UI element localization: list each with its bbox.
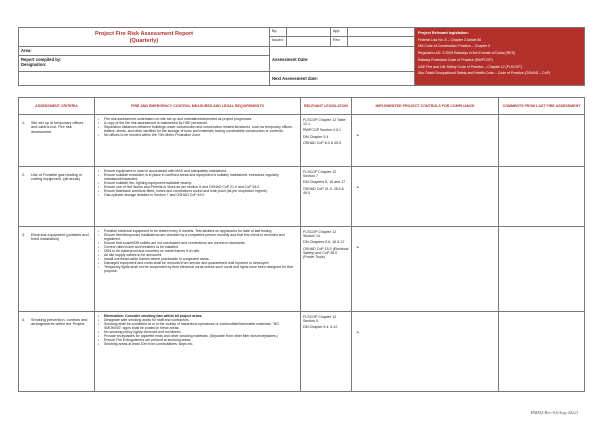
row-number: 4. bbox=[22, 318, 26, 322]
measure-item: ▪ Ensure that socket/DB outlets are not overloaded and connections are correct to standards. bbox=[98, 241, 297, 245]
table-row bbox=[19, 167, 585, 227]
legislation-ref: DM Chapters 5, 16 and 17 bbox=[303, 180, 346, 185]
measure-item: ▪ Ensure flashback arrestors fitted, hoses and connections sound and leak proof (as per inspection regime). bbox=[98, 189, 297, 193]
comments-cell[interactable] bbox=[499, 167, 585, 227]
row-number: 3. bbox=[22, 233, 26, 237]
measure-item: ▪ Fire risk assessment undertaken on site set up and maintained/amended as project progresses. bbox=[98, 117, 297, 121]
legislation-item: Federal Law No. 8 – Chapter 3 Article 80 bbox=[418, 37, 482, 42]
criteria-cell bbox=[19, 312, 95, 392]
measure-item: ▪ Ensure Fire Extinguishers are present at smoking areas. bbox=[98, 338, 297, 342]
comments-cell[interactable] bbox=[499, 312, 585, 392]
legislation-panel bbox=[415, 28, 585, 86]
comments-cell[interactable] bbox=[499, 115, 585, 167]
rev-value[interactable] bbox=[348, 37, 415, 47]
measure-item: ▪ Elimination: Consider smoking ban within all project areas. bbox=[98, 314, 297, 318]
measure-item: ▪ No smoking policy rigidly enforced and monitored. bbox=[98, 330, 297, 334]
by-value[interactable] bbox=[287, 28, 331, 37]
legislation-ref: OSHAD CoP 8.0 & 45.0 bbox=[303, 140, 342, 145]
measure-item: ▪ No offices to be erected within the 70m Metro Protection Zone. bbox=[98, 133, 297, 137]
legislation-ref: RWPCOP Section 4.5.1 bbox=[303, 128, 342, 133]
table-row bbox=[19, 227, 585, 312]
document-reference-footer: HMSQ-Rev-01(Aug-2022) bbox=[530, 410, 578, 415]
legislation-ref: OSHAD CoP 21.0, 28.0 & 49.0 bbox=[303, 186, 345, 195]
rev-label: Rev: bbox=[331, 37, 348, 47]
measure-item: ▪ Ensure suitable extraction is in place in confined areas and equipment is suitably maintained, extractors regularly maintained/inspected. bbox=[98, 173, 297, 181]
measure-item: ▪ Temporary lights shall not be suspended by their electrical cords unless such cords and lights have been designed for that purpose. bbox=[98, 265, 297, 273]
col-header-comments: COMMENTS FROM LAST FIRE ASSESSMENT bbox=[499, 98, 585, 115]
measure-item: ▪ Install overhead cable frames where practicable in congested areas. bbox=[98, 257, 297, 261]
col-header-criteria: ASSESSMENT CRITERIA bbox=[19, 98, 95, 115]
col-header-implemented: IMPLEMENTED PROJECT CONTROLS FOR COMPLIANCE bbox=[352, 98, 499, 115]
legislation-title: Project Relevant legislation: bbox=[418, 31, 469, 35]
measure-item: ▪ Smoking shall be prohibited at or in the vicinity of hazardous operations or combustible/flammable materials. "NO SMOKING" signs shall be posted in these areas. bbox=[98, 322, 297, 330]
legislation-ref: DM Chapters 5.6, 16 & 17 bbox=[303, 240, 345, 245]
measure-item: ▪ All site supply cables to be armoured. bbox=[98, 253, 297, 257]
designation-label: Designation: bbox=[21, 62, 47, 67]
measure-item: ▪ DB's to be waterproof and mounted on metal frames if on site. bbox=[98, 249, 297, 253]
legislation-ref: FLSCOP Chapter 12 Section 5 bbox=[303, 315, 337, 324]
legislation-item: Railway Protection Code of Practice (RWPCOP) bbox=[418, 57, 493, 62]
measure-item: ▪ A copy of the fire risk assessment is maintained by HSE personnel. bbox=[98, 121, 297, 125]
assessment-date-label: Assessment Date: bbox=[270, 47, 415, 72]
measures-cell bbox=[95, 227, 301, 312]
table-row bbox=[19, 312, 585, 392]
report-header-table bbox=[18, 27, 585, 86]
report-title bbox=[19, 28, 270, 47]
legislation-ref: FLSCOP Chapter 12 Table 12.1 bbox=[303, 118, 346, 127]
compiled-designation-cell bbox=[19, 56, 270, 72]
measure-item: ▪ Correct rated fuses and breakers to be installed. bbox=[98, 245, 297, 249]
legislation-cell bbox=[301, 167, 352, 227]
legislation-ref: FLSCOP Chapter 12 Section 7 bbox=[303, 170, 337, 179]
report-title-line2: (Quarterly) bbox=[129, 38, 159, 44]
legislation-ref: OSHAD CoP 15.0 (Electrical Safety) and CoP 35.0 (Power Tools) bbox=[303, 246, 349, 260]
criteria-text: Use of Portable gas heating or cutting equipment. (all areas) bbox=[31, 173, 83, 182]
implemented-controls-cell[interactable]: • bbox=[352, 312, 499, 392]
comments-cell[interactable] bbox=[499, 227, 585, 312]
implemented-controls-cell[interactable]: • bbox=[352, 227, 499, 312]
issued-label: Issued: bbox=[270, 37, 287, 47]
next-assessment-date-label: Next Assessment date: bbox=[270, 72, 415, 86]
row-number: 2. bbox=[22, 173, 26, 177]
area-label: Area: bbox=[19, 47, 270, 56]
measure-item: ▪ Provide receptacles for cigarette ends and other smoking materials. (Separate from other litter bins/receptacles.) bbox=[98, 334, 297, 338]
legislation-item: UAE Fire and Life Safety Code of Practice – Chapter 12 (FLSCOP) bbox=[418, 64, 522, 69]
criteria-text: Smoking prevention, controls and arrangements within the Project bbox=[31, 318, 88, 327]
measure-item: ▪ Ensure equipment is used in accordance with MAS and adequately maintained. bbox=[98, 169, 297, 173]
measures-cell bbox=[95, 115, 301, 167]
legislation-ref: FLSCOP Chapter 12 Section 14 bbox=[303, 230, 337, 239]
measure-item: ▪ Separation distances between buildings under construction and construction related structures, such as temporary offices, trailers, sheds, and other facilities for the storage of tools and materials having combustible construction or contents. bbox=[98, 125, 297, 133]
col-header-measures: FIRE AND EMERGENCY CONTROL MEASURES AND LEGAL REQUIREMENTS bbox=[95, 98, 301, 115]
legislation-ref: DM Chapter 5.4, 5.12 bbox=[303, 325, 338, 330]
blank-cell bbox=[19, 72, 270, 86]
measure-item: ▪ Ensure fixed/temporary installations are checked by a competent person monthly and that this check is recorded and registered. bbox=[98, 233, 297, 241]
issued-value[interactable] bbox=[287, 37, 331, 47]
legislation-ref: DM Chapter 5.4 bbox=[303, 134, 329, 139]
measure-item: ▪ Damaged equipment and cords shall be removed from service and quarantined until repaired or destroyed. bbox=[98, 261, 297, 265]
legislation-item: DM Code of Construction Practice – Chapter 5 bbox=[418, 44, 491, 49]
criteria-cell bbox=[19, 227, 95, 312]
report-title-line1: Project Fire Risk Assessment Report bbox=[94, 31, 194, 37]
measure-item: ▪ Ensure use of Hot Works and Permits to Work as per section 5 and OSHAD CoP 21.0 and CoP 28.0. bbox=[98, 185, 297, 189]
measure-item: ▪ Portable electrical equipment to be tested every 6 months. Test stickers on appliances for date of last testing. bbox=[98, 229, 297, 233]
criteria-text: Site set up of temporary offices and cabins incl. Fire risk assessment bbox=[31, 121, 84, 134]
criteria-text: Electrical equipment (portable and fixed installation) bbox=[31, 233, 89, 242]
row-number: 1. bbox=[22, 121, 26, 125]
measure-item: ▪ Designate safe smoking areas for staff and contractors. bbox=[98, 318, 297, 322]
legislation-cell bbox=[301, 115, 352, 167]
measure-item: ▪ Ensure suitable fire- fighting equipment available nearby. bbox=[98, 181, 297, 185]
by-label: By: bbox=[270, 28, 287, 37]
app-label: App: bbox=[331, 28, 348, 37]
report-compiled-label: Report compiled by: bbox=[21, 57, 62, 62]
col-header-legislation: RELEVANT LEGISLATION bbox=[301, 98, 352, 115]
measures-cell bbox=[95, 167, 301, 227]
criteria-cell bbox=[19, 167, 95, 227]
implemented-controls-cell[interactable]: • bbox=[352, 167, 499, 227]
column-header-row bbox=[19, 98, 585, 115]
measure-item: ▪ Smoking areas at least 10m from combustibles, skips etc. bbox=[98, 342, 297, 346]
measures-cell bbox=[95, 312, 301, 392]
table-row bbox=[19, 115, 585, 167]
implemented-controls-cell[interactable]: • bbox=[352, 115, 499, 167]
app-value[interactable] bbox=[348, 28, 415, 37]
legislation-item: Regulation AD. 3 2009 Railways in the Emirate of Dubai (RES) bbox=[418, 51, 516, 56]
legislation-item: Abu Dhabi Occupational Safety and Health Code – Code of Practice (OSHAD – CoP) bbox=[418, 71, 551, 76]
legislation-cell bbox=[301, 227, 352, 312]
legislation-cell bbox=[301, 312, 352, 392]
criteria-cell bbox=[19, 115, 95, 167]
measure-item: ▪ Gas cylinder storage detailed in Section 7 and OSHAD CoP 49.0. bbox=[98, 193, 297, 197]
assessment-table bbox=[18, 97, 585, 392]
